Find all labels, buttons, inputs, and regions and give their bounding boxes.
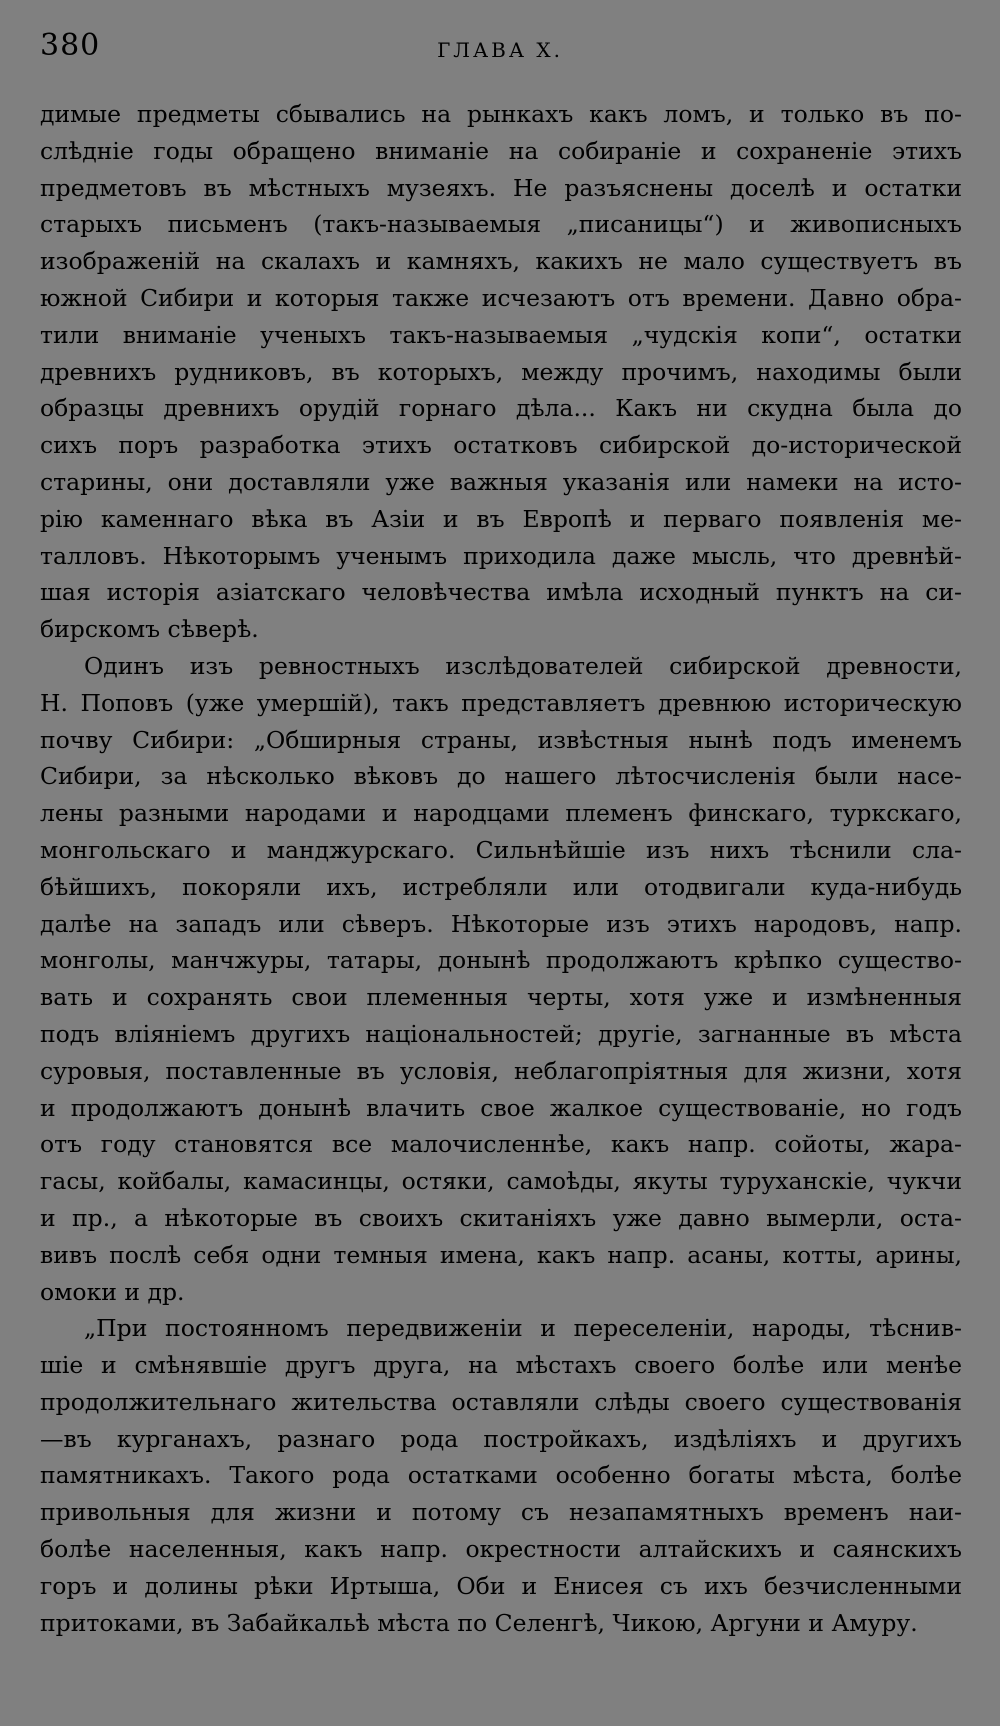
text-line: бирскомъ сѣверѣ. — [40, 615, 259, 644]
text-line: вать и сохранять свои племенныя черты, хотя уже и измѣненныя — [40, 983, 962, 1012]
text-line: бѣйшихъ, покоряли ихъ, истребляли или отодвигали куда-нибудь — [40, 872, 962, 901]
text-line: болѣе населенныя, какъ напр. окрестности алтайскихъ и саянскихъ — [40, 1535, 962, 1564]
text-line: гасы, койбалы, камасинцы, остяки, самоѣды, якуты туруханскіе, чукчи — [40, 1167, 962, 1196]
text-line: отъ году становятся все малочисленнѣе, какъ напр. сойоты, жара- — [40, 1130, 962, 1159]
text-line: монголы, манчжуры, татары, донынѣ продолжаютъ крѣпко существо- — [40, 946, 962, 975]
running-head: ГЛАВА X. — [437, 38, 563, 62]
text-line: вивъ послѣ себя одни темныя имена, какъ напр. асаны, котты, арины, — [40, 1240, 962, 1269]
text-line: подъ вліяніемъ другихъ національностей; другіе, загнанные въ мѣста — [40, 1019, 962, 1048]
text-line: „При постоянномъ передвиженіи и переселеніи, народы, тѣснив- — [84, 1314, 962, 1343]
text-line: омоки и др. — [40, 1277, 185, 1306]
text-line: продолжительнаго жительства оставляли слѣды своего существованія — [40, 1387, 962, 1416]
text-line: южной Сибири и которыя также исчезаютъ отъ времени. Давно обра- — [40, 283, 962, 312]
text-line: шая исторія азіатскаго человѣчества имѣла исходный пунктъ на си- — [40, 578, 962, 607]
text-line: памятникахъ. Такого рода остатками особенно богаты мѣста, болѣе — [40, 1461, 962, 1490]
text-line: древнихъ рудниковъ, въ которыхъ, между прочимъ, находимы были — [40, 357, 962, 386]
text-line: Одинъ изъ ревностныхъ изслѣдователей сибирской древности, — [84, 651, 962, 680]
paragraph — [40, 648, 962, 1310]
paragraph — [40, 96, 962, 648]
text-line: —въ курганахъ, разнаго рода постройкахъ, издѣліяхъ и другихъ — [40, 1424, 962, 1453]
text-line: суровыя, поставленные въ условія, неблагопріятныя для жизни, хотя — [40, 1056, 962, 1085]
text-line: сихъ поръ разработка этихъ остатковъ сибирской до-исторической — [40, 431, 962, 460]
text-line: димые предметы сбывались на рынкахъ какъ ломъ, и только въ по- — [40, 100, 962, 128]
text-line: Сибири, за нѣсколько вѣковъ до нашего лѣтосчисленія были насе- — [40, 762, 962, 791]
body-text — [40, 96, 962, 1641]
text-line: и продолжаютъ донынѣ влачить свое жалкое существованіе, но годъ — [40, 1093, 962, 1122]
text-line: притоками, въ Забайкальѣ мѣста по Селенгѣ, Чикою, Аргуни и Амуру. — [40, 1608, 918, 1637]
paragraph — [40, 1310, 962, 1641]
text-line: и пр., а нѣкоторые въ своихъ скитаніяхъ уже давно вымерли, оста- — [40, 1203, 962, 1232]
text-line: талловъ. Нѣкоторымъ ученымъ приходила даже мысль, что древнѣй- — [40, 541, 962, 570]
text-line: старыхъ письменъ (такъ-называемыя „писаницы“) и живописныхъ — [40, 210, 962, 239]
text-line: горъ и долины рѣки Иртыша, Оби и Енисея съ ихъ безчисленными — [40, 1571, 962, 1600]
text-line: старины, они доставляли уже важныя указанія или намеки на исто- — [40, 467, 962, 496]
text-line: лены разными народами и народцами племенъ финскаго, туркскаго, — [40, 799, 962, 828]
text-line: привольныя для жизни и потому съ незапамятныхъ временъ наи- — [40, 1498, 962, 1527]
text-line: предметовъ въ мѣстныхъ музеяхъ. Не разъяснены доселѣ и остатки — [40, 173, 962, 202]
text-line: шіе и смѣнявшіе другъ друга, на мѣстахъ своего болѣе или менѣе — [40, 1351, 962, 1380]
text-line: изображеній на скалахъ и камняхъ, какихъ не мало существуетъ въ — [40, 247, 962, 276]
page-number: 380 — [40, 28, 101, 63]
text-line: Н. Поповъ (уже умершій), такъ представляетъ древнюю историческую — [40, 688, 962, 717]
text-line: почву Сибири: „Обширныя страны, извѣстныя нынѣ подъ именемъ — [40, 725, 962, 754]
text-line: слѣдніе годы обращено вниманіе на собираніе и сохраненіе этихъ — [40, 136, 962, 165]
text-line: монгольскаго и манджурскаго. Сильнѣйшіе изъ нихъ тѣснили сла- — [40, 835, 962, 864]
text-line: рію каменнаго вѣка въ Азіи и въ Европѣ и перваго появленія ме- — [40, 504, 962, 533]
text-line: образцы древнихъ орудій горнаго дѣла... Какъ ни скудна была до — [40, 394, 962, 423]
text-line: тили вниманіе ученыхъ такъ-называемыя „чудскія копи“, остатки — [40, 320, 962, 349]
text-line: далѣе на западъ или сѣверъ. Нѣкоторые изъ этихъ народовъ, напр. — [40, 909, 962, 938]
